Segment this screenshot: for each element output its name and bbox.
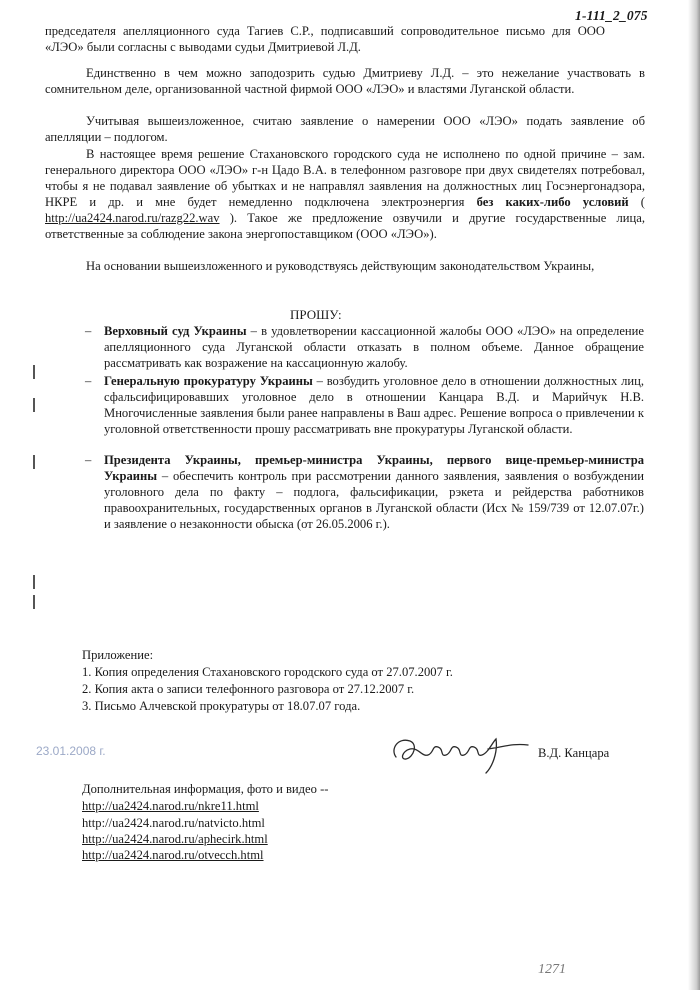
audio-link[interactable]: http://ua2424.narod.ru/razg22.wav (45, 210, 220, 225)
handwritten-page-number: 1271 (538, 962, 566, 977)
request-dash: – (85, 374, 92, 388)
punch-mark (33, 398, 35, 412)
request-addressee: Президента Украины, премьер-министра Украины, первого вице-премьер-министра Украины (104, 453, 644, 483)
request-item-president (104, 453, 644, 533)
info-link[interactable]: http://ua2424.narod.ru/nkre11.html (82, 799, 259, 813)
paragraph-intro: председателя апелляционного суда Тагиев С.Р., подписавший сопроводительное письмо для ООО «ЛЭО» были согласны с выводами судьи Дмитриевой Л.Д. (45, 24, 605, 54)
request-dash: – (85, 453, 92, 467)
attachments-heading: Приложение: (82, 648, 154, 662)
request-text: – возбудить уголовное дело в отношении должностных лиц, сфальсифицировавших уголовное дело в отношении Канцара В.Д. и Марийчук Н.В. Многочисленные заявления были ранее направлены в Ваш адрес. Решение вопроса о привлечении к уголовной ответственности прошу рассматривать вне прокуратуры Луганской области. (104, 374, 645, 436)
signature-name: В.Д. Канцара (538, 746, 610, 760)
request-item-supreme-court (104, 324, 644, 372)
attachment-item: 3. Письмо Алчевской прокуратуры от 18.07.07 года. (82, 699, 361, 713)
paragraph-suspect: Единственно в чем можно заподозрить судью Дмитриеву Л.Д. – это нежелание участвовать в сомнительном деле, организованной частной фирмой ООО «ЛЭО» и властями Луганской области. (45, 66, 645, 96)
info-link[interactable]: http://ua2424.narod.ru/aphecirk.html (82, 832, 268, 846)
request-item-prosecutor (104, 374, 644, 438)
punch-mark (33, 575, 35, 589)
request-text: – обеспечить контроль при рассмотрении данного заявления, заявления о возбуждении уголовного дела по факту – подлога, фальсификации, рэкета и рейдерства работников правоохранительных, государственных органов в Луганской области (Исх № 159/739 от 12.07.07г.) и заявление о незаконности обыска (от 26.05.2006 г.). (104, 468, 644, 531)
punch-mark (33, 365, 35, 379)
paragraph-basis: На основании вышеизложенного и руководствуясь действующим законодательством Украины, (86, 259, 595, 273)
punch-mark (33, 455, 35, 469)
paragraph-current-paren: ( (628, 194, 645, 209)
punch-mark (33, 595, 35, 609)
extra-info-heading: Дополнительная информация, фото и видео -- (82, 782, 329, 796)
scan-edge-shadow (688, 0, 700, 990)
attachment-item: 2. Копия акта о записи телефонного разговора от 27.12.2007 г. (82, 682, 415, 696)
date-stamp: 23.01.2008 г. (36, 744, 106, 758)
request-text: – в удовлетворении кассационной жалобы ООО «ЛЭО» на определение апелляционного суда Луганской области отказать в полном объеме. Данное обращение рассматривать как возражение на кассационную жалобу. (104, 324, 644, 370)
document-id: 1-111_2_075 (575, 8, 648, 23)
paragraph-current-bold: без каких-либо условий (476, 194, 629, 209)
info-link[interactable]: http://ua2424.narod.ru/natvicto.html (82, 816, 265, 830)
paragraph-current-text-b: ). Такое же предложение озвучили и другие государственные лица, ответственные за соблюдение закона энергопоставщиком (ООО «ЛЭО»). (45, 210, 645, 241)
paragraph-current-situation (45, 147, 645, 242)
attachment-item: 1. Копия определения Стахановского городского суда от 27.07.2007 г. (82, 665, 453, 679)
paragraph-current-text-a: В настоящее время решение Стахановского городского суда не исполнено по одной причине – зам. генерального директора ООО «ЛЭО» г-н Цадо В.А. в телефонном разговоре при двух свидетелях потребовал, чтобы я не подавал заявление об убытках и не направлял заявления на должностных лиц Госэнергонадзора, НКРЕ и др. и мне будет немедленно подключена электроэнергия (45, 147, 645, 209)
info-link[interactable]: http://ua2424.narod.ru/otvecch.html (82, 848, 264, 862)
handwritten-signature (388, 727, 538, 777)
paragraph-considering: Учитывая вышеизложенное, считаю заявление о намерении ООО «ЛЭО» подать заявление об апелляции – подлогом. (45, 114, 645, 144)
request-addressee: Верховный суд Украины (104, 324, 247, 338)
request-dash: – (85, 324, 92, 338)
request-addressee: Генеральную прокуратуру Украины (104, 374, 313, 388)
request-heading: ПРОШУ: (290, 307, 342, 322)
